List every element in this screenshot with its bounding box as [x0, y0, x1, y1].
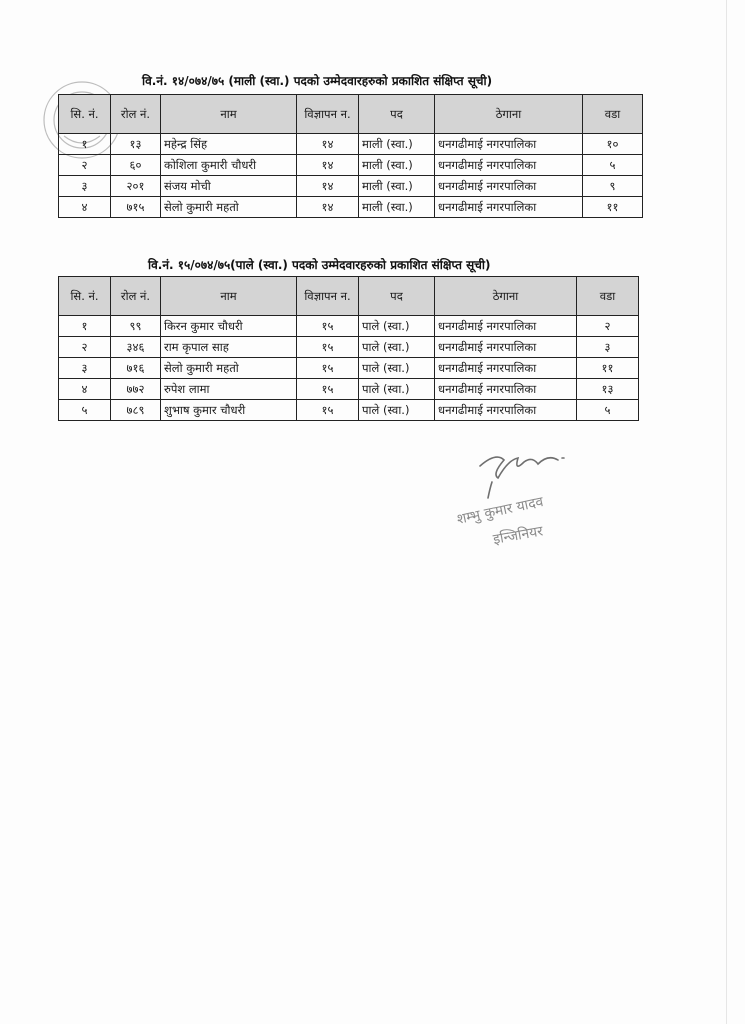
cell-ward: ११ [583, 197, 643, 218]
cell-name: सेलो कुमारी महतो [161, 197, 297, 218]
cell-roll: ९९ [111, 316, 161, 337]
table1-caption: वि.नं. १४/०७४/७५ (माली (स्वा.) पदको उम्मेदवारहरुको प्रकाशित संक्षिप्त सूची) [142, 74, 493, 88]
cell-advertisement: १४ [297, 197, 359, 218]
cell-ward: ९ [583, 176, 643, 197]
cell-address: धनगढीमाई नगरपालिका [435, 155, 583, 176]
col-header-serial: सि. नं. [59, 277, 111, 316]
signature-name-text: शम्भु कुमार यादव [455, 493, 545, 528]
table-row [59, 134, 643, 155]
col-header-post: पद [359, 277, 435, 316]
col-header-roll: रोल नं. [111, 95, 161, 134]
cell-serial: १ [59, 134, 111, 155]
cell-roll: १३ [111, 134, 161, 155]
cell-address: धनगढीमाई नगरपालिका [435, 176, 583, 197]
cell-advertisement: १५ [297, 316, 359, 337]
cell-roll: २०१ [111, 176, 161, 197]
cell-roll: ७१६ [111, 358, 161, 379]
cell-post: पाले (स्वा.) [359, 400, 435, 421]
table-row [59, 155, 643, 176]
cell-advertisement: १४ [297, 134, 359, 155]
cell-serial: १ [59, 316, 111, 337]
cell-serial: २ [59, 155, 111, 176]
col-header-address: ठेगाना [435, 95, 583, 134]
table-row [59, 316, 639, 337]
table-row [59, 176, 643, 197]
cell-name: किरन कुमार चौधरी [161, 316, 297, 337]
cell-serial: ३ [59, 358, 111, 379]
cell-name: शुभाष कुमार चौधरी [161, 400, 297, 421]
cell-serial: ४ [59, 197, 111, 218]
cell-address: धनगढीमाई नगरपालिका [435, 400, 577, 421]
cell-ward: ३ [577, 337, 639, 358]
cell-ward: ५ [577, 400, 639, 421]
cell-name: महेन्द्र सिंह [161, 134, 297, 155]
table2-caption: वि.नं. १५/०७४/७५(पाले (स्वा.) पदको उम्मेदवारहरुको प्रकाशित संक्षिप्त सूची) [148, 258, 491, 272]
cell-ward: १० [583, 134, 643, 155]
table-row [59, 400, 639, 421]
cell-roll: ७१५ [111, 197, 161, 218]
candidate-table-pale [58, 276, 639, 421]
cell-address: धनगढीमाई नगरपालिका [435, 134, 583, 155]
cell-roll: ७८९ [111, 400, 161, 421]
cell-address: धनगढीमाई नगरपालिका [435, 197, 583, 218]
cell-address: धनगढीमाई नगरपालिका [435, 379, 577, 400]
cell-post: माली (स्वा.) [359, 197, 435, 218]
cell-serial: ३ [59, 176, 111, 197]
cell-roll: ६० [111, 155, 161, 176]
col-header-advertisement: विज्ञापन न. [297, 95, 359, 134]
cell-name: कोशिला कुमारी चौधरी [161, 155, 297, 176]
cell-name: राम कृपाल साह [161, 337, 297, 358]
signature-title-text: इन्जिनियर [491, 523, 545, 548]
cell-post: माली (स्वा.) [359, 176, 435, 197]
cell-post: माली (स्वा.) [359, 155, 435, 176]
cell-serial: ५ [59, 400, 111, 421]
cell-name: संजय मोची [161, 176, 297, 197]
cell-post: पाले (स्वा.) [359, 316, 435, 337]
table-row [59, 197, 643, 218]
scan-edge [726, 0, 727, 1024]
col-header-ward: वडा [583, 95, 643, 134]
cell-name: रुपेश लामा [161, 379, 297, 400]
cell-advertisement: १५ [297, 400, 359, 421]
col-header-advertisement: विज्ञापन न. [297, 277, 359, 316]
cell-roll: ७७२ [111, 379, 161, 400]
cell-advertisement: १५ [297, 358, 359, 379]
table-row [59, 379, 639, 400]
cell-address: धनगढीमाई नगरपालिका [435, 316, 577, 337]
engineer-signature [452, 438, 602, 558]
cell-post: पाले (स्वा.) [359, 358, 435, 379]
col-header-ward: वडा [577, 277, 639, 316]
cell-name: सेलो कुमारी महतो [161, 358, 297, 379]
cell-advertisement: १४ [297, 155, 359, 176]
cell-ward: १३ [577, 379, 639, 400]
cell-address: धनगढीमाई नगरपालिका [435, 358, 577, 379]
cell-ward: ११ [577, 358, 639, 379]
col-header-serial: सि. नं. [59, 95, 111, 134]
table-header-row [59, 277, 639, 316]
candidate-table-mali [58, 94, 643, 218]
cell-ward: २ [577, 316, 639, 337]
table-row [59, 358, 639, 379]
cell-ward: ५ [583, 155, 643, 176]
cell-post: माली (स्वा.) [359, 134, 435, 155]
col-header-post: पद [359, 95, 435, 134]
cell-address: धनगढीमाई नगरपालिका [435, 337, 577, 358]
cell-advertisement: १४ [297, 176, 359, 197]
col-header-name: नाम [161, 95, 297, 134]
cell-advertisement: १५ [297, 337, 359, 358]
col-header-name: नाम [161, 277, 297, 316]
table-row [59, 337, 639, 358]
cell-advertisement: १५ [297, 379, 359, 400]
col-header-roll: रोल नं. [111, 277, 161, 316]
cell-post: पाले (स्वा.) [359, 337, 435, 358]
cell-post: पाले (स्वा.) [359, 379, 435, 400]
cell-serial: ४ [59, 379, 111, 400]
cell-serial: २ [59, 337, 111, 358]
col-header-address: ठेगाना [435, 277, 577, 316]
cell-roll: ३४६ [111, 337, 161, 358]
table-header-row [59, 95, 643, 134]
